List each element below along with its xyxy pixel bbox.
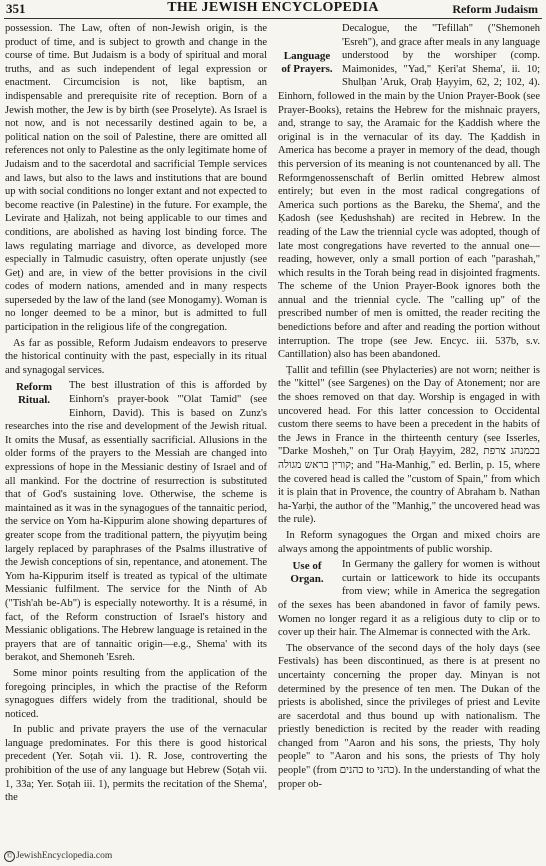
copyright-icon: © bbox=[4, 851, 15, 862]
paragraph: The best illustration of this is afforded by Einhorn's prayer-book "'Olat Tamid" (see Einhorn, David). This is based on Zunz's researches into the rise and development of the Jewish ritual. It omits the Musaf, as essentially sacrificial. Allusions in the older forms of the prayers to the Messiah are changed into expressions of hope in the Messianic destiny of Israel and of all mankind. For the doctrine of resurrection is substituted that of God's sustaining love. Otherwise, the scheme is maintained as it was in the synagogues of the tannaitic period, the service on Yom ha-Kippurim alone showing departures of greater scope from the traditional pattern, the piyyuṭim being largely replaced by paraphrases of the Psalms illustrative of the Jewish conceptions of sin, repentance, and atonement. The Yom ha-Kippurim itself is treated as typical of the ultimate Messianic fulfilment. The service for the Ninth of Ab ("Tish'ah be-Ab") is especially noteworthy. It is a résumé, in fact, of the Reform construction of Israel's history and Messianic obligations. The Hebrew language is retained in the prayers that are of tannaitic origin—e.g., Shema' with its berakot, and Shemoneh 'Esreh. bbox=[5, 380, 267, 664]
paragraph: As far as possible, Reform Judaism endeavors to preserve the historical continuity with the past, especially in its ritual and synagogal services. bbox=[5, 337, 267, 376]
left-column bbox=[5, 22, 267, 807]
side-heading-language-of-prayers: Language of Prayers. bbox=[281, 50, 333, 75]
paragraph: In Reform synagogues the Organ and mixed choirs are always among the appointments of public worship. bbox=[278, 529, 540, 555]
paragraph: The observance of the second days of the holy days (see Festivals) has been discontinued, as there is at present no uncertainty concerning the proper day. Minyan is not determined by the presence of ten men. The Dukan of the priests is abolished, since the privileges of priest and Levite are sacerdotal and thus bound up with nationalism. The priestly benediction is recited by the reader with reading changed from "Aaron and his sons, the priests, Thy holy people" to "Aaron and his sons, the priests of Thy holy people" (from כהנים to כהני). In the understanding of what the proper ob- bbox=[278, 642, 540, 790]
paragraph: possession. The Law, often of non-Jewish origin, is the product of time, and is subject to growth and change in the course of time. But Judaism is a body of spiritual and moral truths, and as such independent of legal expression or enactment. Circumcision is not, like baptism, an indispensable and prerequisite rite of reception. Born of a Jewish mother, the Jew is by birth (see Proselyte). As Israel is not now, and is not necessarily destined again to be, a political nation on the soil of Palestine, there are omitted all references not only to Palestine as the only legitimate home of Judaism and to the sacerdotal and sacrificial Temple services and laws, but also to the laws and institutions that are bound up with social conditions no longer extant and not expected to become reactive (in Palestine) in the future. For example, the Levirate and Ḥalizah, not being applicable to our times and conditions, are abolished as having lost binding force. The laws regulating marriage and divorce, as developed more especially in Talmudic casuistry, often operate unjustly (see Geṭ) and are, in view of the better provisions in the civil codes of modern nations, amended and in many respects superseded by the law of the land (see Monogamy). Woman is no longer deemed to be a minor, but is admitted to full participation in the religious life of the congregation. bbox=[5, 23, 267, 334]
paragraph: Some minor points resulting from the application of the foregoing principles, in which the practise of the Reform synagogues differs widely from the traditional, should be noticed. bbox=[5, 667, 267, 720]
right-column bbox=[278, 22, 540, 793]
side-heading-use-of-organ: Use of Organ. bbox=[290, 560, 324, 586]
page-number: 351 bbox=[6, 1, 26, 16]
paragraph: Decalogue, the "Tefillah" ("Shemoneh 'Esreh"), and grace after meals in any language understood by the worshiper (comp. Maimonides, "Yad," Ḳeri'at Shema', ii. 10; Shulḥan 'Aruk, Oraḥ Ḥayyim, 62, 2; 102, 4). Einhorn, followed in the main by the Union Prayer-Book (see Prayer-Books), retains the Hebrew for the mishnaic prayers, and, strange to say, the Aramaic for the Ḳaddish where the original is in the vernacular of its day. The Ḳaddish in America has become a prayer in memory of the dead, though this perversion of its meaning is not countenanced by all. The Reformgenossenschaft of Berlin omitted Hebrew almost entirely; but even in the most radical congregations of America such portions as the Bareku, the Shema', and the Ḳadosh (see Ḳedushshah) are recited in Hebrew. In the reading of the Law the triennial cycle was adopted, though of late most congregations have reverted to the annual one—reading, however, only a small portion of each "parashah," which results in the Torah being read in disjointed fragments. The scheme of the Union Prayer-Book ignores both the annual and the triennial cycle. The "calling up" of the prescribed number of men is omitted, the reader reciting the benedictions before and after and reading the portion without interruption. The trope (see Jew. Encyc. iii. 537b, s.v. Cantillation) also has been abandoned. bbox=[278, 23, 540, 361]
running-title: THE JEWISH ENCYCLOPEDIA bbox=[167, 0, 379, 15]
footer-link[interactable]: JewishEncyclopedia.com bbox=[16, 851, 113, 861]
page-header bbox=[4, 0, 542, 19]
paragraph: In public and private prayers the use of the vernacular language predominates. For this there is good historical precedent (Yer. Soṭah vii. 1). R. Jose, controverting the prohibition of the use of any language but Hebrew (Soṭah vii. 1, 33a; Yer. Soṭah iii. 1), permits the recitation of the Shema', the bbox=[5, 724, 267, 804]
side-heading-reform-ritual: Reform Ritual. bbox=[15, 381, 53, 407]
footer bbox=[4, 851, 112, 862]
paragraph: Ṭallit and tefillin (see Phylacteries) are not worn; neither is the "kittel" (see Sargenes) on the Day of Atonement; nor are the shoes removed on that day. Worship is engaged in with uncovered head. For this latter concession to Occidental custom there seems to have been a precedent in the habits of the Jews in France in the thirteenth century (see Isserles, "Darke Mosheh," on Ṭur Oraḥ Ḥayyim, 282, בכמנהג צרפת קורין בראש מגולה; and "Ha-Manhig," ed. Berlin, p. 15, where the covered head is called the "custom of Spain," from which it is plain that in Provence, the country of Abraham b. Nathan ha-Yarḥi, the author of the "Manhig," the uncovered head was the rule). bbox=[278, 364, 540, 526]
paragraph: In Germany the gallery for women is without curtain or latticework to hide its occupants from view; while in America the segregation of the sexes has been abandoned in favor of family pews. Women no longer regard it as a religious duty to clip or to cover up their hair. The Almemar is connected with the Ark. bbox=[278, 559, 540, 639]
section-title: Reform Judaism bbox=[452, 2, 538, 16]
